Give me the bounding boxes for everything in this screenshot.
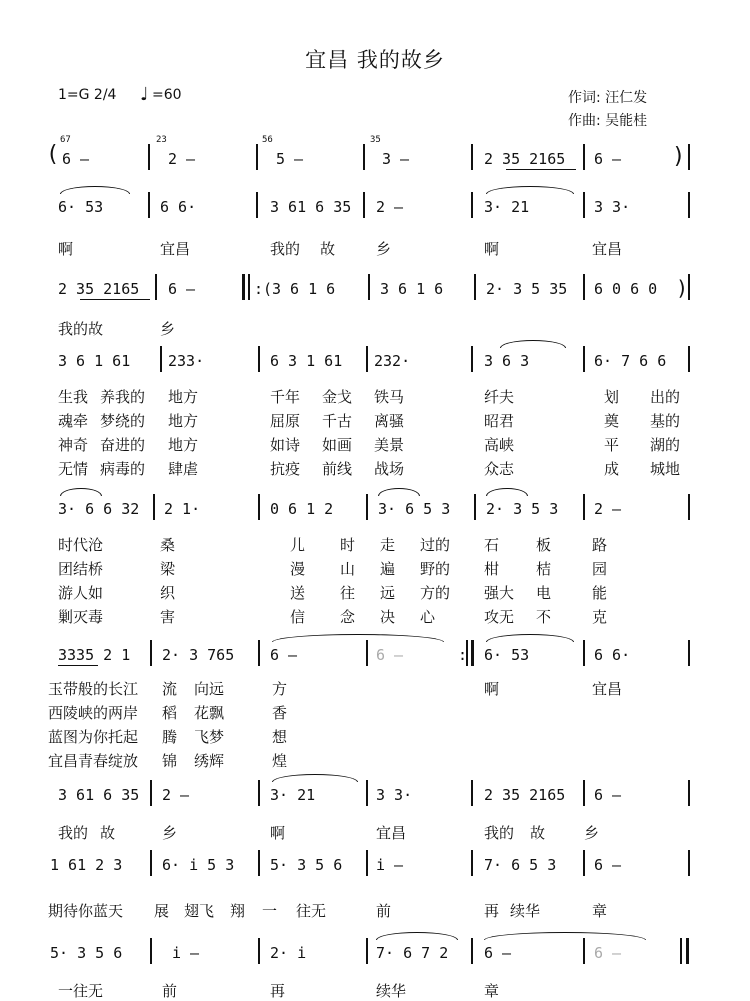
measure: 3335 2 1	[58, 646, 131, 664]
measure: 6 –	[270, 646, 298, 664]
open-paren: (	[46, 142, 60, 167]
song-title: 宜昌 我的故乡	[305, 48, 445, 72]
lyric: 方	[272, 680, 288, 698]
barline	[256, 144, 258, 170]
grace-notes: 67	[60, 135, 71, 145]
barline	[366, 346, 368, 372]
barline	[258, 850, 260, 876]
lyric: 展	[154, 902, 170, 920]
lyric: 纤夫	[484, 388, 515, 406]
lyric: 啊	[270, 824, 286, 842]
barline	[583, 346, 585, 372]
lyric: 我的故	[58, 320, 104, 338]
barline	[363, 192, 365, 218]
measure: 233·	[168, 352, 205, 370]
grace-notes: 35	[370, 135, 381, 145]
lyric: 啊	[58, 240, 74, 258]
measure: 3· 21	[484, 198, 530, 216]
lyric: 奠	[604, 412, 620, 430]
lyric: 路	[592, 536, 608, 554]
lyric: 乡	[162, 824, 178, 842]
lyric: 梁	[160, 560, 176, 578]
lyric: 梦绕的	[100, 412, 146, 430]
barline	[258, 938, 260, 964]
lyric: 山	[340, 560, 356, 578]
tie	[378, 488, 420, 496]
lyric: 锦	[162, 752, 178, 770]
measure: 5· 3 5 6	[270, 856, 343, 874]
tie	[272, 774, 358, 782]
barline	[583, 850, 585, 876]
lyric: 飞梦	[194, 728, 225, 746]
lyric: 一往无	[58, 982, 104, 1000]
measure: 7· 6 5 3	[484, 856, 557, 874]
lyric: 不	[536, 608, 552, 626]
measure: i –	[172, 944, 200, 962]
repeat-start	[242, 274, 245, 300]
barline	[466, 640, 468, 666]
lyric: 前	[376, 902, 392, 920]
lyric: 故	[530, 824, 546, 842]
barline	[155, 274, 157, 300]
lyric: 昭君	[484, 412, 515, 430]
lyric: 往	[340, 584, 356, 602]
barline	[150, 780, 152, 806]
measure: 6 –	[376, 646, 404, 664]
barline	[248, 274, 250, 300]
lyric: 往无	[296, 902, 327, 920]
lyric: 铁马	[374, 388, 405, 406]
lyric: 前线	[322, 460, 353, 478]
lyric: 期待你蓝天	[48, 902, 124, 920]
tie	[60, 488, 102, 496]
measure: 3 61 6 35	[270, 198, 352, 216]
barline	[688, 274, 690, 300]
beam	[506, 169, 576, 170]
barline	[471, 850, 473, 876]
lyric: 时代沧	[58, 536, 104, 554]
lyric: 野的	[420, 560, 451, 578]
measure: 6 3 1 61	[270, 352, 343, 370]
barline	[680, 938, 682, 964]
lyric: 肆虐	[168, 460, 199, 478]
lyric: 克	[592, 608, 608, 626]
lyric: 心	[420, 608, 436, 626]
lyric: 我的	[270, 240, 301, 258]
lyric: 害	[160, 608, 176, 626]
measure: 2· 3 5 35	[486, 280, 568, 298]
barline	[688, 850, 690, 876]
measure: 3 3·	[376, 786, 413, 804]
measure: 6 –	[62, 150, 90, 168]
measure: 6 –	[594, 856, 622, 874]
lyric: 病毒的	[100, 460, 146, 478]
measure: 2· 3 765	[162, 646, 235, 664]
measure: 2 –	[162, 786, 190, 804]
measure: 6 –	[594, 944, 622, 962]
barline	[583, 494, 585, 520]
lyric: 漫	[290, 560, 306, 578]
lyricist-credit: 作词: 汪仁发	[568, 90, 648, 106]
measure: 2 –	[376, 198, 404, 216]
measure: 2· i	[270, 944, 307, 962]
measure: 6 0 6 0	[594, 280, 658, 298]
lyric: 煌	[272, 752, 288, 770]
barline	[148, 144, 150, 170]
barline	[366, 780, 368, 806]
barline	[366, 640, 368, 666]
measure: 1 61 2 3	[50, 856, 123, 874]
measure: 3 6 1 6	[272, 280, 336, 298]
tie	[484, 932, 646, 940]
lyric: 西陵峡的两岸	[48, 704, 139, 722]
measure: 3 6 3	[484, 352, 530, 370]
lyric: 蓝图为你托起	[48, 728, 139, 746]
lyric: 城地	[650, 460, 681, 478]
lyric: 流	[162, 680, 178, 698]
measure: 6 –	[594, 786, 622, 804]
lyric: 乡	[160, 320, 176, 338]
lyric: 翔	[230, 902, 246, 920]
barline	[688, 346, 690, 372]
barline	[258, 346, 260, 372]
measure: 3 6 1 61	[58, 352, 131, 370]
lyric: 再	[270, 982, 286, 1000]
measure: 6· 7 6 6	[594, 352, 667, 370]
lyric: 前	[162, 982, 178, 1000]
barline	[366, 850, 368, 876]
barline	[688, 640, 690, 666]
tie	[60, 186, 130, 194]
measure: 6 6·	[160, 198, 197, 216]
measure: 2 1·	[164, 500, 201, 518]
lyric: 章	[592, 902, 608, 920]
barline	[471, 346, 473, 372]
measure: 3· 6 5 3	[378, 500, 451, 518]
barline	[583, 780, 585, 806]
lyric: 决	[380, 608, 396, 626]
tie	[376, 932, 458, 940]
measure: 2· 3 5 3	[486, 500, 559, 518]
lyric: 电	[536, 584, 552, 602]
lyric: 儿	[290, 536, 306, 554]
lyric: 宜昌	[160, 240, 191, 258]
lyric: 念	[340, 608, 356, 626]
measure: i –	[376, 856, 404, 874]
measure: 5· 3 5 6	[50, 944, 123, 962]
lyric: 玉带般的长江	[48, 680, 139, 698]
beam	[80, 299, 150, 300]
final-barline	[686, 938, 689, 964]
lyric: 如诗	[270, 436, 301, 454]
lyric: 地方	[168, 412, 199, 430]
barline	[150, 640, 152, 666]
barline	[474, 494, 476, 520]
measure: 2 35 2165	[58, 280, 140, 298]
tie	[500, 340, 566, 348]
lyric: 章	[484, 982, 500, 1000]
measure: 2 –	[168, 150, 196, 168]
measure: 5 –	[276, 150, 304, 168]
tie	[272, 634, 444, 642]
lyric: 强大	[484, 584, 515, 602]
measure: 3· 6 6 32	[58, 500, 140, 518]
close-paren: )	[672, 144, 686, 169]
lyric: 时	[340, 536, 356, 554]
barline	[160, 346, 162, 372]
measure: 2 35 2165	[484, 150, 566, 168]
lyric: 魂牵	[58, 412, 89, 430]
lyric: 过的	[420, 536, 451, 554]
barline	[366, 938, 368, 964]
barline	[258, 494, 260, 520]
measure: 3 61 6 35	[58, 786, 140, 804]
measure: 6· 53	[484, 646, 530, 664]
barline	[148, 192, 150, 218]
measure: 7· 6 7 2	[376, 944, 449, 962]
lyric: 遍	[380, 560, 396, 578]
barline	[583, 144, 585, 170]
barline	[258, 640, 260, 666]
lyric: 我的	[58, 824, 89, 842]
lyric: 宜昌青春绽放	[48, 752, 139, 770]
measure: 0 6 1 2	[270, 500, 334, 518]
lyric: 啊	[484, 680, 500, 698]
lyric: 众志	[484, 460, 515, 478]
lyric: 续华	[376, 982, 407, 1000]
repeat-dots: :	[458, 646, 468, 664]
lyric: 千年	[270, 388, 301, 406]
lyric: 屈原	[270, 412, 301, 430]
lyric: 千古	[322, 412, 353, 430]
lyric: 腾	[162, 728, 178, 746]
lyric: 湖的	[650, 436, 681, 454]
lyric: 织	[160, 584, 176, 602]
tie	[486, 488, 528, 496]
barline	[688, 192, 690, 218]
measure: 6 –	[168, 280, 196, 298]
measure: 3· 21	[270, 786, 316, 804]
barline	[471, 144, 473, 170]
measure: 3 6 1 6	[380, 280, 444, 298]
lyric: 向远	[194, 680, 225, 698]
barline	[258, 780, 260, 806]
barline	[471, 192, 473, 218]
lyric: 远	[380, 584, 396, 602]
close-paren: )	[676, 276, 689, 300]
tempo-marking: =60	[152, 87, 182, 103]
lyric: 离骚	[374, 412, 405, 430]
measure: 3 3·	[594, 198, 631, 216]
lyric: 宜昌	[376, 824, 407, 842]
tie	[486, 186, 574, 194]
lyric: 养我的	[100, 388, 146, 406]
lyric: 桑	[160, 536, 176, 554]
repeat-end	[471, 640, 474, 666]
lyric: 出的	[650, 388, 681, 406]
lyric: 奋进的	[100, 436, 146, 454]
lyric: 绣辉	[194, 752, 225, 770]
barline	[583, 274, 585, 300]
lyric: 划	[604, 388, 620, 406]
barline	[688, 144, 690, 170]
barline	[471, 780, 473, 806]
barline	[583, 938, 585, 964]
lyric: 翅飞	[184, 902, 215, 920]
barline	[368, 274, 370, 300]
barline	[583, 640, 585, 666]
grace-notes: 23	[156, 135, 167, 145]
lyric: 如画	[322, 436, 353, 454]
lyric: 想	[272, 728, 288, 746]
barline	[583, 192, 585, 218]
lyric: 地方	[168, 388, 199, 406]
lyric: 柑	[484, 560, 500, 578]
lyric: 我的	[484, 824, 515, 842]
lyric: 金戈	[322, 388, 353, 406]
lyric: 再	[484, 902, 500, 920]
lyric: 宜昌	[592, 680, 623, 698]
lyric: 能	[592, 584, 608, 602]
lyric: 高峡	[484, 436, 515, 454]
lyric: 板	[536, 536, 552, 554]
measure: 2 –	[594, 500, 622, 518]
lyric: 故	[100, 824, 116, 842]
lyric: 花飘	[194, 704, 225, 722]
lyric: 续华	[510, 902, 541, 920]
measure: 6 6·	[594, 646, 631, 664]
lyric: 战场	[374, 460, 405, 478]
beam	[58, 665, 98, 666]
lyric: 走	[380, 536, 396, 554]
lyric: 园	[592, 560, 608, 578]
lyric: 啊	[484, 240, 500, 258]
barline	[688, 494, 690, 520]
barline	[471, 938, 473, 964]
lyric: 游人如	[58, 584, 104, 602]
lyric: 攻无	[484, 608, 515, 626]
repeat-dots: :(	[254, 280, 273, 298]
lyric: 地方	[168, 436, 199, 454]
lyric: 乡	[376, 240, 392, 258]
measure: 6 –	[594, 150, 622, 168]
lyric: 神奇	[58, 436, 89, 454]
lyric: 送	[290, 584, 306, 602]
key-signature: 1=G 2/4	[58, 87, 117, 103]
lyric: 一	[262, 902, 278, 920]
barline	[366, 494, 368, 520]
measure: 6 –	[484, 944, 512, 962]
measure: 232·	[374, 352, 411, 370]
lyric: 团结桥	[58, 560, 104, 578]
lyric: 生我	[58, 388, 89, 406]
measure: 6· 53	[58, 198, 104, 216]
lyric: 桔	[536, 560, 552, 578]
measure: 3 –	[382, 150, 410, 168]
quarter-note-icon: ♩	[140, 84, 149, 105]
barline	[256, 192, 258, 218]
barline	[150, 850, 152, 876]
measure: 6· i 5 3	[162, 856, 235, 874]
lyric: 方的	[420, 584, 451, 602]
lyric: 稻	[162, 704, 178, 722]
composer-credit: 作曲: 吴能桂	[568, 113, 648, 129]
barline	[474, 274, 476, 300]
lyric: 信	[290, 608, 306, 626]
lyric: 宜昌	[592, 240, 623, 258]
barline	[150, 938, 152, 964]
tie	[486, 634, 574, 642]
lyric: 故	[320, 240, 336, 258]
lyric: 平	[604, 436, 620, 454]
lyric: 基的	[650, 412, 681, 430]
barline	[153, 494, 155, 520]
lyric: 抗疫	[270, 460, 301, 478]
measure: 2 35 2165	[484, 786, 566, 804]
lyric: 成	[604, 460, 620, 478]
lyric: 剿灭毒	[58, 608, 104, 626]
lyric: 乡	[584, 824, 600, 842]
lyric: 美景	[374, 436, 405, 454]
lyric: 石	[484, 536, 500, 554]
lyric: 香	[272, 704, 288, 722]
barline	[363, 144, 365, 170]
lyric: 无情	[58, 460, 89, 478]
grace-notes: 56	[262, 135, 273, 145]
barline	[688, 780, 690, 806]
